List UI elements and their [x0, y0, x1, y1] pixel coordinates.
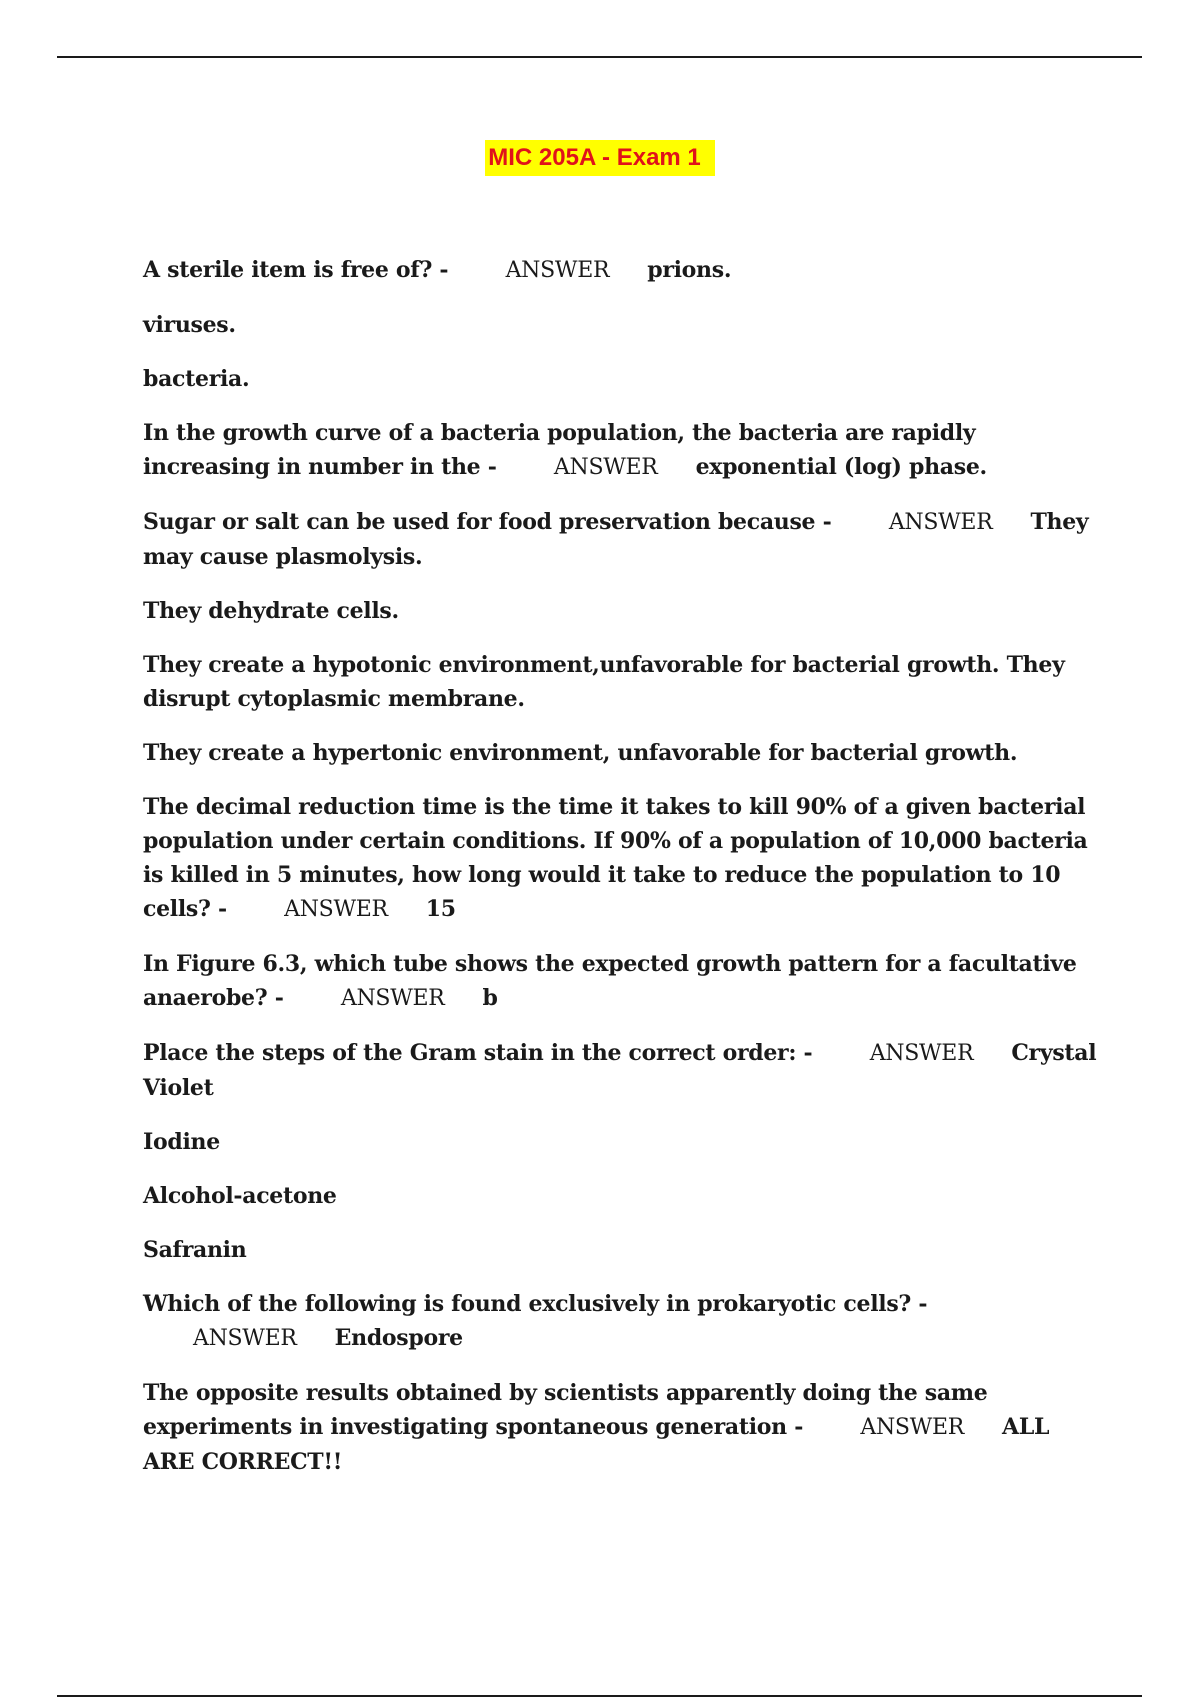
answer-option-paragraph: [143, 648, 1103, 716]
paragraph-text: Safranin: [143, 1237, 247, 1263]
question-text: The decimal reduction time is the time it takes to kill 90% of a given bacterial population under certain conditions. If 90% of a population of 10,000 bacteria is killed in 5 minutes, how long would it take to reduce the population to 10 cells? -: [143, 794, 1088, 922]
question-text: Which of the following is found exclusively in prokaryotic cells? -: [143, 1291, 928, 1317]
question-paragraph: [143, 1036, 1103, 1105]
answer-label: ANSWER: [553, 455, 658, 480]
page-title: MIC 205A - Exam 1: [485, 140, 715, 176]
answer-text: b: [482, 985, 498, 1011]
answer-text: ALL ARE CORRECT!!: [143, 1414, 1050, 1475]
question-paragraph: [143, 505, 1103, 574]
question-paragraph: [143, 1376, 1103, 1479]
answer-option-paragraph: [143, 308, 1103, 342]
question-text: A sterile item is free of? -: [143, 257, 449, 283]
question-paragraph: [143, 1287, 1103, 1356]
answer-label: ANSWER: [860, 1415, 965, 1440]
question-paragraph: [143, 947, 1103, 1016]
answer-text: 15: [425, 896, 456, 922]
answer-label: ANSWER: [505, 258, 610, 283]
paragraph-text: Iodine: [143, 1129, 220, 1155]
answer-text: They may cause plasmolysis.: [143, 509, 1089, 570]
answer-option-paragraph: [143, 1179, 1103, 1213]
question-text: The opposite results obtained by scientists apparently doing the same experiments in investigating spontaneous generation -: [143, 1380, 988, 1440]
paragraph-text: They dehydrate cells.: [143, 598, 399, 624]
question-paragraph: [143, 253, 1103, 288]
answer-text: Endospore: [334, 1325, 463, 1351]
title-container: [0, 140, 1200, 176]
question-text: In the growth curve of a bacteria population, the bacteria are rapidly increasing in number in the -: [143, 420, 976, 480]
answer-label: ANSWER: [193, 1326, 297, 1351]
top-rule: [57, 56, 1142, 58]
answer-option-paragraph: [143, 1233, 1103, 1267]
answer-label: ANSWER: [869, 1041, 974, 1066]
answer-option-paragraph: [143, 362, 1103, 396]
answer-text: prions.: [647, 257, 732, 283]
bottom-rule: [57, 1695, 1142, 1697]
paragraph-text: Alcohol-acetone: [143, 1183, 337, 1209]
answer-text: exponential (log) phase.: [695, 454, 987, 480]
question-text: In Figure 6.3, which tube shows the expected growth pattern for a facultative anaerobe? -: [143, 951, 1077, 1011]
question-text: Sugar or salt can be used for food preservation because -: [143, 509, 832, 535]
question-text: Place the steps of the Gram stain in the correct order: -: [143, 1040, 813, 1066]
paragraph-text: viruses.: [143, 312, 236, 338]
answer-text: Crystal Violet: [143, 1040, 1097, 1101]
answer-label: ANSWER: [340, 986, 445, 1011]
paragraph-text: bacteria.: [143, 366, 250, 392]
answer-label: ANSWER: [888, 510, 993, 535]
question-paragraph: [143, 790, 1103, 927]
answer-option-paragraph: [143, 736, 1103, 770]
answer-option-paragraph: [143, 594, 1103, 628]
answer-label: ANSWER: [284, 897, 388, 922]
question-paragraph: [143, 416, 1103, 485]
paragraph-text: They create a hypertonic environment, unfavorable for bacterial growth.: [143, 740, 1018, 766]
document-body: [143, 253, 1103, 1499]
paragraph-text: They create a hypotonic environment,unfavorable for bacterial growth. They disrupt cytoplasmic membrane.: [143, 652, 1065, 712]
answer-option-paragraph: [143, 1125, 1103, 1159]
